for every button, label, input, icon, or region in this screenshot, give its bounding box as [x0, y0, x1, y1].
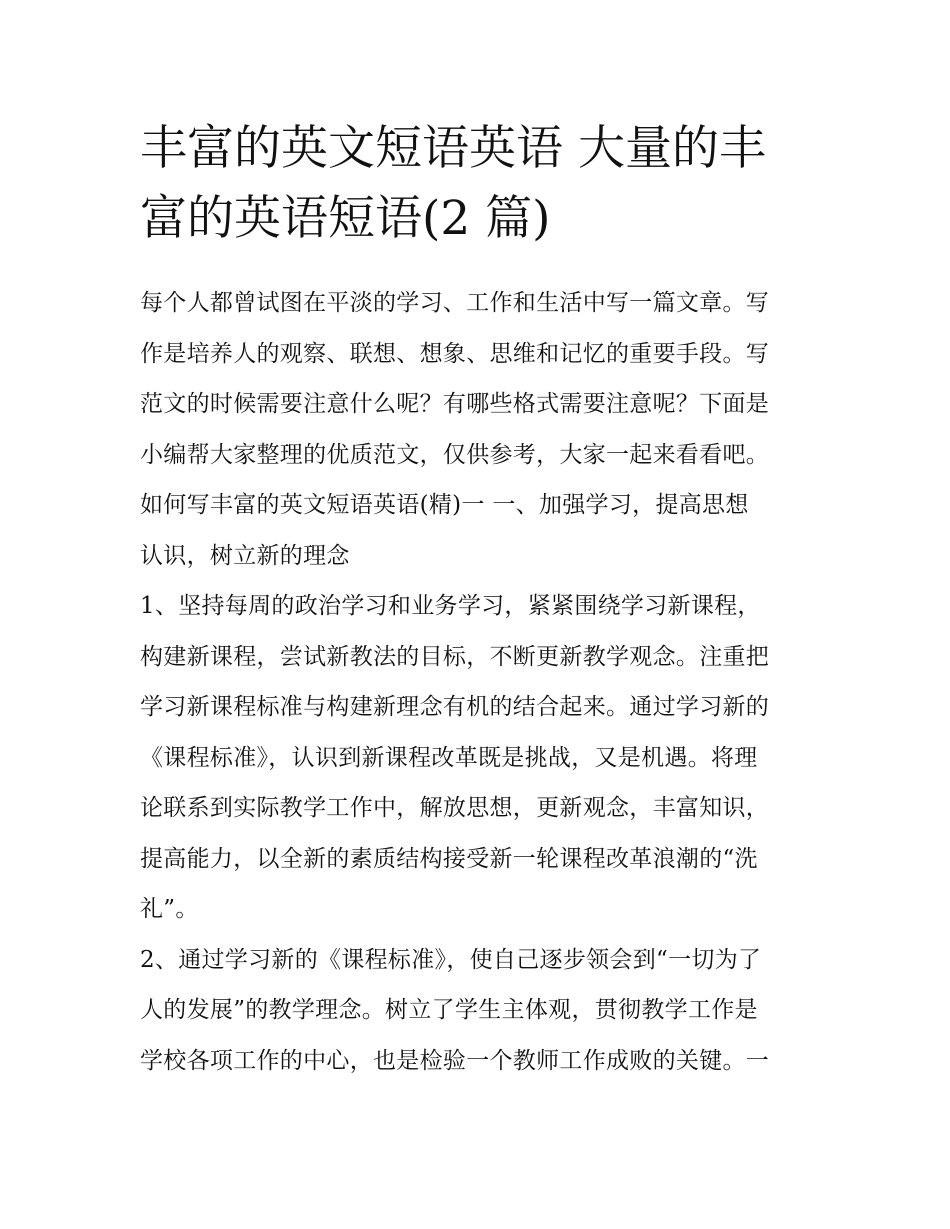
body-line: 提高能力，以全新的素质结构接受新一轮课程改革浪潮的“洗	[140, 845, 758, 872]
body-line: 礼”。	[140, 896, 199, 922]
title-line-1: 丰富的英文短语英语 大量的丰	[140, 121, 766, 176]
body-line: 如何写丰富的英文短语英语(精)一 一、加强学习，提高思想	[140, 492, 749, 518]
body-line: 小编帮大家整理的优质范文，仅供参考，大家一起来看看吧。	[140, 441, 770, 468]
body-line: 《课程标准》，认识到新课程改革既是挑战，又是机遇。将理	[140, 744, 758, 771]
body-line: 1、坚持每周的政治学习和业务学习，紧紧围绕学习新课程，	[140, 593, 761, 619]
body-line: 认识，树立新的理念	[140, 542, 350, 569]
body-line: 2、通过学习新的《课程标准》，使自己逐步领会到“一切为了	[140, 946, 762, 973]
body-line: 构建新课程，尝试新教法的目标，不断更新教学观念。注重把	[140, 643, 770, 670]
document-title	[140, 114, 830, 254]
body-line: 论联系到实际教学工作中，解放思想，更新观念，丰富知识，	[140, 795, 770, 821]
body-line: 范文的时候需要注意什么呢？有哪些格式需要注意呢？下面是	[140, 391, 770, 417]
body-line: 每个人都曾试图在平淡的学习、工作和生活中写一篇文章。写	[140, 290, 770, 316]
body-line: 作是培养人的观察、联想、想象、思维和记忆的重要手段。写	[140, 340, 770, 367]
title-line-2: 富的英语短语(2 篇)	[140, 191, 551, 246]
body-line: 学习新课程标准与构建新理念有机的结合起来。通过学习新的	[140, 694, 770, 720]
body-line: 学校各项工作的中心，也是检验一个教师工作成败的关键。一	[140, 1047, 770, 1074]
body-line: 人的发展”的教学理念。树立了学生主体观，贯彻教学工作是	[140, 997, 758, 1023]
document-body	[140, 278, 830, 1086]
